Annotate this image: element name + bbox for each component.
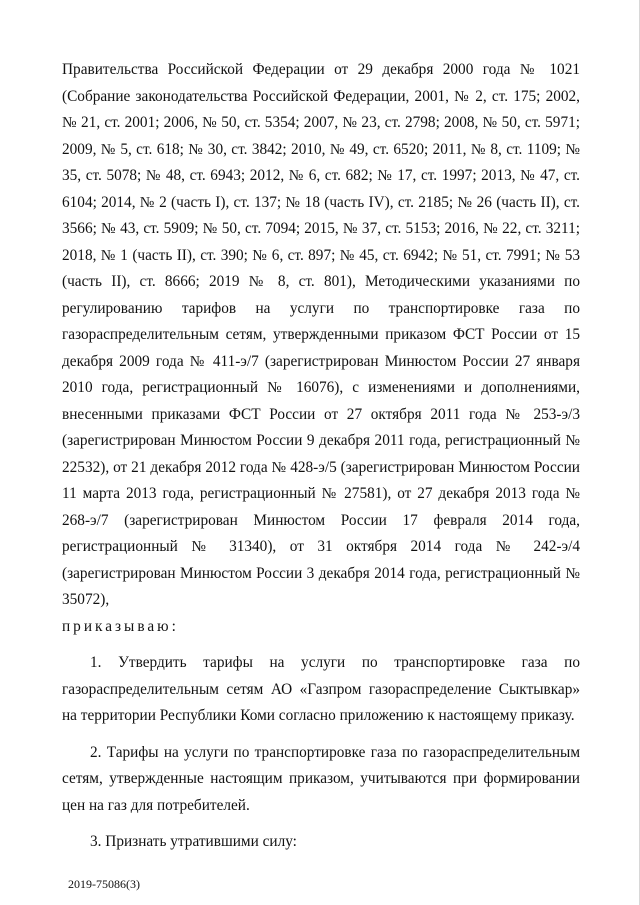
document-body — [62, 57, 580, 856]
order-item-2: 2. Тарифы на услуги по транспортировке газа по газораспределительным сетям, утвержденные настоящим приказом, учитываются при формировании цен на газ для потребителей. — [62, 743, 580, 814]
footer-document-code: 2019-75086(3) — [68, 877, 140, 891]
preamble-paragraph: Правительства Российской Федерации от 29 декабря 2000 года № 1021 (Собрание законодательства Российской Федерации, 2001, № 2, ст. 175; 2002, № 21, ст. 2001; 2006, № 50, ст. 5354; 2007, № 23, ст. 2798; 2008, № 50, ст. 5971; 2009, № 5, ст. 618; № 30, ст. 3842; 2010, № 49, ст. 6520; 2011, № 8, ст. 1109; № 35, ст. 5078; № 48, ст. 6943; 2012, № 6, ст. 682; № 17, ст. 1997; 2013, № 47, ст. 6104; 2014, № 2 (часть I), ст. 137; № 18 (часть IV), ст. 2185; № 26 (часть II), ст. 3566; № 43, ст. 5909; № 50, ст. 7094; 2015, № 37, ст. 5153; 2016, № 22, ст. 3211; 2018, № 1 (часть II), ст. 390; № 6, ст. 897; № 45, ст. 6942; № 51, ст. 7991; № 53 (часть II), ст. 8666; 2019 № 8, ст. 801), Методическими указаниями по регулированию тарифов на услуги по транспортировке газа по газораспределительным сетям, утвержденными приказом ФСТ России от 15 декабря 2009 года № 411-э/7 (зарегистрирован Минюстом России 27 января 2010 года, регистрационный № 16076), с изменениями и дополнениями, внесенными приказами ФСТ России от 27 октября 2011 года № 253-э/3 (зарегистрирован Минюстом России 9 декабря 2011 года, регистрационный № 22532), от 21 декабря 2012 года № 428-э/5 (зарегистрирован Минюстом России 11 марта 2013 года, регистрационный № 27581), от 27 декабря 2013 года № 268-э/7 (зарегистрирован Минюстом России 17 февраля 2014 года, регистрационный № 31340), от 31 октября 2014 года № 242-э/4 (зарегистрирован Минюстом России 3 декабря 2014 года, регистрационный № 35072), — [62, 61, 580, 608]
order-item-1: 1. Утвердить тарифы на услуги по транспортировке газа по газораспределительным сетям АО «Газпром газораспределение Сыктывкар» на территории Республики Коми согласно приложению к настоящему приказу. — [62, 654, 580, 724]
order-item-3: 3. Признать утратившими силу: — [90, 833, 297, 850]
order-word: приказываю: — [62, 617, 179, 635]
